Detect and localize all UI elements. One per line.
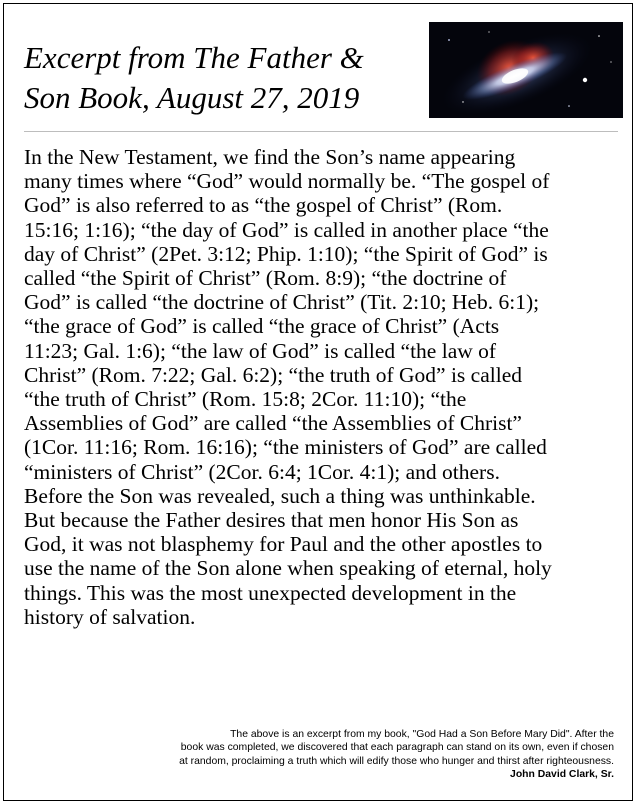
- title-line: Excerpt from The Father &: [24, 40, 364, 75]
- page-frame: [3, 3, 633, 801]
- body-line: “ministers of Christ” (2Cor. 6:4; 1Cor. 4:1); and others.: [24, 459, 500, 484]
- body-line: “the truth of Christ” (Rom. 15:8; 2Cor. 11:10); “the: [24, 387, 467, 412]
- galaxy-image: [429, 22, 623, 118]
- body-line: use the name of the Son alone when speaking of eternal, holy: [24, 556, 552, 581]
- body-line: In the New Testament, we find the Son’s name appearing: [24, 145, 516, 169]
- footnote-line: book was completed, we discovered that each paragraph can stand on its own, even if chosen: [180, 742, 614, 754]
- body-line: called “the Spirit of Christ” (Rom. 8:9); “the doctrine of: [24, 266, 507, 291]
- page-title: [24, 38, 414, 118]
- footnote-line: at random, proclaiming a truth which will edify those who hunger and thirst after righteousness.: [179, 755, 614, 767]
- body-line: God” is also referred to as “the gospel of Christ” (Rom.: [24, 193, 503, 218]
- body-line: 15:16; 1:16); “the day of God” is called in another place “the: [24, 217, 549, 242]
- body-line: God, it was not blasphemy for Paul and the other apostles to: [24, 532, 543, 557]
- body-line: “the grace of God” is called “the grace of Christ” (Acts: [24, 314, 500, 339]
- body-line: Assemblies of God” are called “the Assemblies of Christ”: [24, 411, 522, 436]
- body-line: Before the Son was revealed, such a thing was unthinkable.: [24, 483, 536, 508]
- body-line: day of Christ” (2Pet. 3:12; Phip. 1:10); “the Spirit of God” is: [24, 241, 548, 266]
- header-divider: [24, 131, 618, 132]
- body-line: God” is called “the doctrine of Christ” (Tit. 2:10; Heb. 6:1);: [24, 290, 540, 315]
- body-line: But because the Father desires that men honor His Son as: [24, 508, 519, 533]
- body-line: 11:23; Gal. 1:6); “the law of God” is called “the law of: [24, 338, 497, 363]
- title-line: Son Book, August 27, 2019: [24, 80, 360, 115]
- author-signature: John David Clark, Sr.: [510, 769, 614, 781]
- body-line: history of salvation.: [24, 604, 196, 629]
- excerpt-body: [24, 145, 624, 629]
- body-line: (1Cor. 11:16; Rom. 16:16); “the ministers of God” are called: [24, 435, 547, 460]
- footnote-line: The above is an excerpt from my book, "God Had a Son Before Mary Did". After the: [230, 729, 614, 740]
- galaxy-illustration: [429, 22, 623, 118]
- body-line: many times where “God” would normally be. “The gospel of: [24, 169, 550, 194]
- footnote: [14, 728, 614, 782]
- body-line: Christ” (Rom. 7:22; Gal. 6:2); “the truth of God” is called: [24, 362, 522, 387]
- body-line: things. This was the most unexpected development in the: [24, 580, 517, 605]
